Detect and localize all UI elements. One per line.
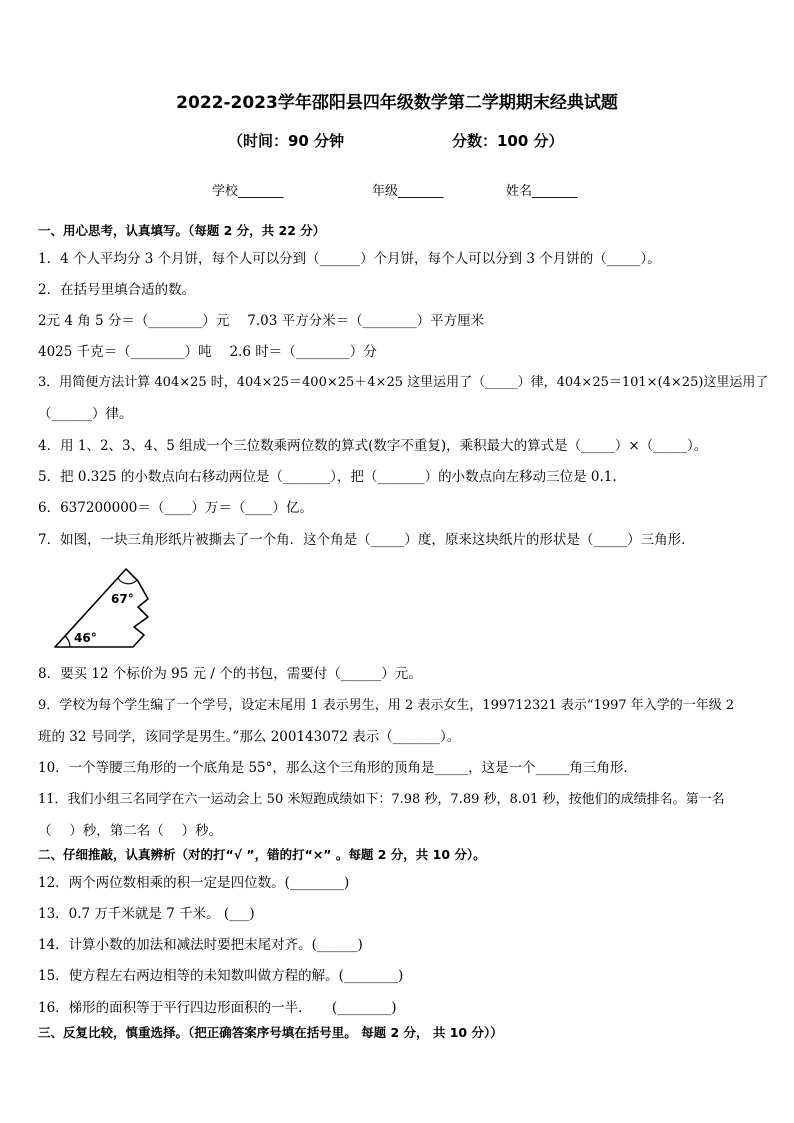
grade-field: 年级_______ (372, 184, 444, 199)
torn-triangle-figure (48, 563, 158, 653)
question-6: 6．637200000＝（____）万＝（____）亿。 (38, 500, 313, 516)
question-13: 13．0.7 万千米就是 7 千米。 (___) (38, 906, 255, 922)
school-field: 学校_______ (212, 184, 284, 199)
question-8: 8．要买 12 个标价为 95 元 / 个的书包，需要付（______）元。 (38, 666, 422, 682)
question-10: 10．一个等腰三角形的一个底角是 55°，那么这个三角形的顶角是_____，这是一个_____角三角形． (38, 760, 637, 776)
exam-time: （时间：90 分钟 (228, 132, 345, 150)
question-1: 1．4 个人平均分 3 个月饼，每个人可以分到（______）个月饼，每个人可以分到 3 个月饼的（_____）。 (38, 251, 661, 267)
question-7: 7．如图，一块三角形纸片被撕去了一个角．这个角是（_____）度，原来这块纸片的形状是（_____）三角形． (38, 532, 695, 548)
question-16: 16．梯形的面积等于平行四边形面积的一半． (________) (38, 1000, 397, 1016)
question-4: 4．用 1、2、3、4、5 组成一个三位数乘两位数的算式(数字不重复)，乘积最大的算式是（_____）×（_____）。 (38, 438, 708, 454)
section-1-heading: 一、用心思考，认真填写。（每题 2 分，共 22 分） (38, 223, 326, 238)
exam-score: 分数：100 分） (452, 132, 564, 150)
page-title: 2022-2023学年邵阳县四年级数学第二学期期末经典试题 (176, 93, 618, 113)
question-11: 11．我们小组三名同学在六一运动会上 50 米短跑成绩如下：7.98 秒，7.89 秒，8.01 秒，按他们的成绩排名。第一名 (38, 792, 725, 807)
question-3-cont: （______）律。 (38, 406, 133, 422)
question-14: 14．计算小数的加法和减法时要把末尾对齐。(______) (38, 937, 363, 953)
name-field: 姓名_______ (506, 184, 578, 199)
question-12: 12．两个两位数相乘的积一定是四位数。(________) (38, 875, 350, 891)
question-3: 3．用简便方法计算 404×25 时，404×25＝400×25＋4×25 这里运用了（_____）律，404×25＝101×(4×25)这里运用了 (38, 375, 769, 390)
section-3-heading: 三、反复比较，慎重选择。（把正确答案序号填在括号里。 每题 2 分， 共 10 分）） (38, 1025, 503, 1040)
question-11-cont: （ ）秒，第二名（ ）秒。 (38, 823, 223, 839)
angle-label-67: 67° (111, 592, 134, 606)
question-9: 9．学校为每个学生编了一个学号，设定末尾用 1 表示男生，用 2 表示女生，199712321 表示“1997 年入学的一年级 2 (38, 698, 735, 713)
section-2-heading: 二、仔细推敲，认真辨析（对的打“√ ”，错的打“×” 。每题 2 分，共 10 分）。 (38, 847, 486, 862)
question-15: 15．使方程左右两边相等的未知数叫做方程的解。(________) (38, 968, 404, 984)
question-2-line-1: 2元 4 角 5 分＝（________）元 7.03 平方分米＝（________）平方厘米 (38, 313, 485, 329)
angle-label-46: 46° (74, 631, 97, 645)
question-9-cont: 班的 32 号同学，该同学是男生。”那么 200143072 表示（_______）。 (38, 729, 461, 745)
question-5: 5．把 0.325 的小数点向右移动两位是（_______），把（_______）的小数点向左移动三位是 0.1. (38, 469, 617, 485)
question-2: 2．在括号里填合适的数。 (38, 282, 196, 298)
question-2-line-2: 4025 千克＝（________）吨 2.6 时＝（________）分 (38, 344, 377, 360)
